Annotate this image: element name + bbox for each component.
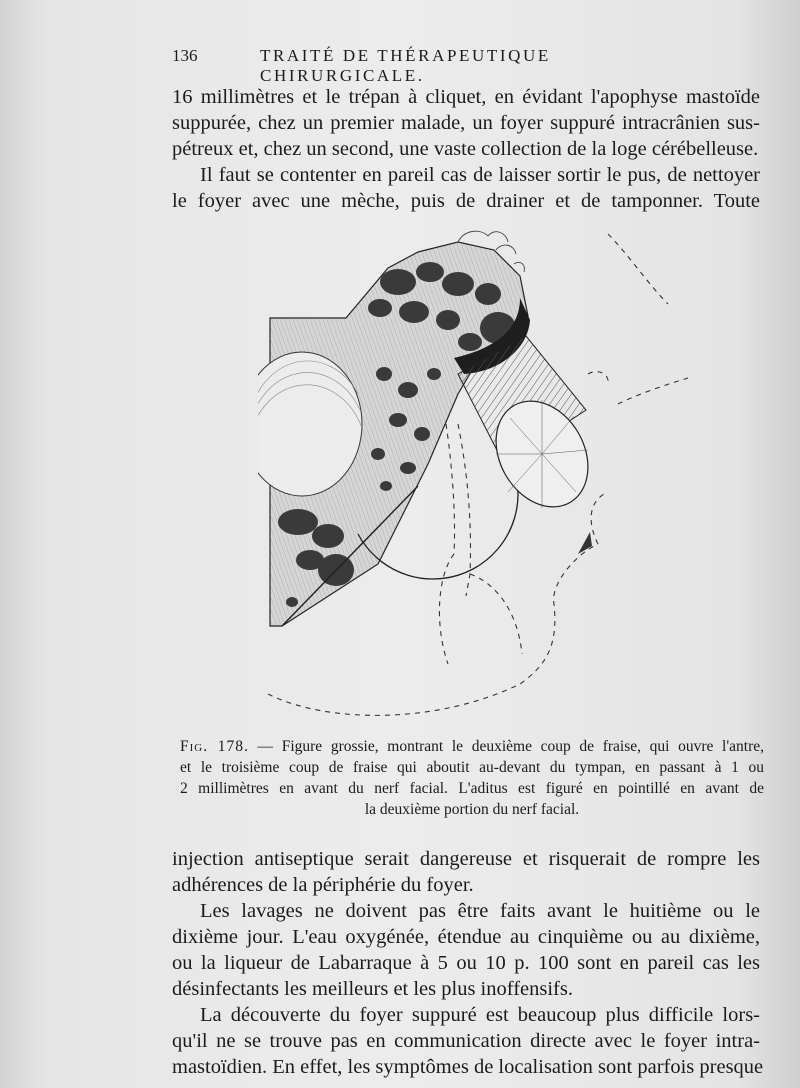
text-line: dixième jour. L'eau oxygénée, étendue au cinquième ou au dixième, bbox=[172, 926, 760, 948]
caption-line: la deuxième portion du nerf facial. bbox=[364, 801, 580, 818]
text-line: injection antiseptique serait dangereuse et risquerait de rompre les bbox=[172, 848, 760, 870]
drill-tunnel bbox=[458, 336, 606, 523]
figure-label: Fig. 178. bbox=[180, 738, 249, 755]
page-number: 136 bbox=[172, 46, 198, 65]
caption-line: et le troisième coup de fraise qui aboutit au-devant du tympan, en passant à 1 ou bbox=[180, 759, 764, 776]
anatomical-figure bbox=[258, 224, 698, 724]
text-line: suppurée, chez un premier malade, un foyer suppuré intracrânien sus- bbox=[172, 112, 760, 134]
top-paragraph bbox=[172, 84, 760, 214]
figure-caption bbox=[180, 736, 764, 820]
arrow-marker bbox=[578, 532, 592, 554]
text-line: ou la liqueur de Labarraque à 5 ou 10 p. 100 sont en pareil cas les bbox=[172, 952, 760, 974]
text-line: adhérences de la périphérie du foyer. bbox=[172, 874, 474, 896]
caption-line: 2 millimètres en avant du nerf facial. L'aditus est figuré en pointillé en avant de bbox=[180, 780, 764, 797]
text-line: le foyer avec une mèche, puis de drainer et de tamponner. Toute bbox=[172, 190, 760, 212]
text-line: Les lavages ne doivent pas être faits avant le huitième ou le bbox=[200, 900, 760, 922]
text-line: 16 millimètres et le trépan à cliquet, en évidant l'apophyse mastoïde bbox=[172, 86, 760, 108]
text-line: pétreux et, chez un second, une vaste collection de la loge cérébelleuse. bbox=[172, 138, 759, 160]
running-title: TRAITÉ DE THÉRAPEUTIQUE CHIRURGICALE. bbox=[260, 46, 551, 85]
bottom-paragraph bbox=[172, 846, 764, 1080]
text-line: qu'il ne se trouve pas en communication directe avec le foyer intra- bbox=[172, 1030, 760, 1052]
text-line: désinfectants les meilleurs et les plus inoffensifs. bbox=[172, 978, 573, 1000]
text-line: La découverte du foyer suppuré est beaucoup plus difficile lors- bbox=[200, 1004, 760, 1026]
text-line: Il faut se contenter en pareil cas de laisser sortir le pus, de nettoyer bbox=[200, 164, 760, 186]
caption-line: Fig. 178. — Figure grossie, montrant le deuxième coup de fraise, qui ouvre l'antre, bbox=[180, 738, 764, 755]
text-line: mastoïdien. En effet, les symptômes de localisation sont parfois presque bbox=[172, 1056, 764, 1078]
running-header bbox=[168, 44, 688, 85]
